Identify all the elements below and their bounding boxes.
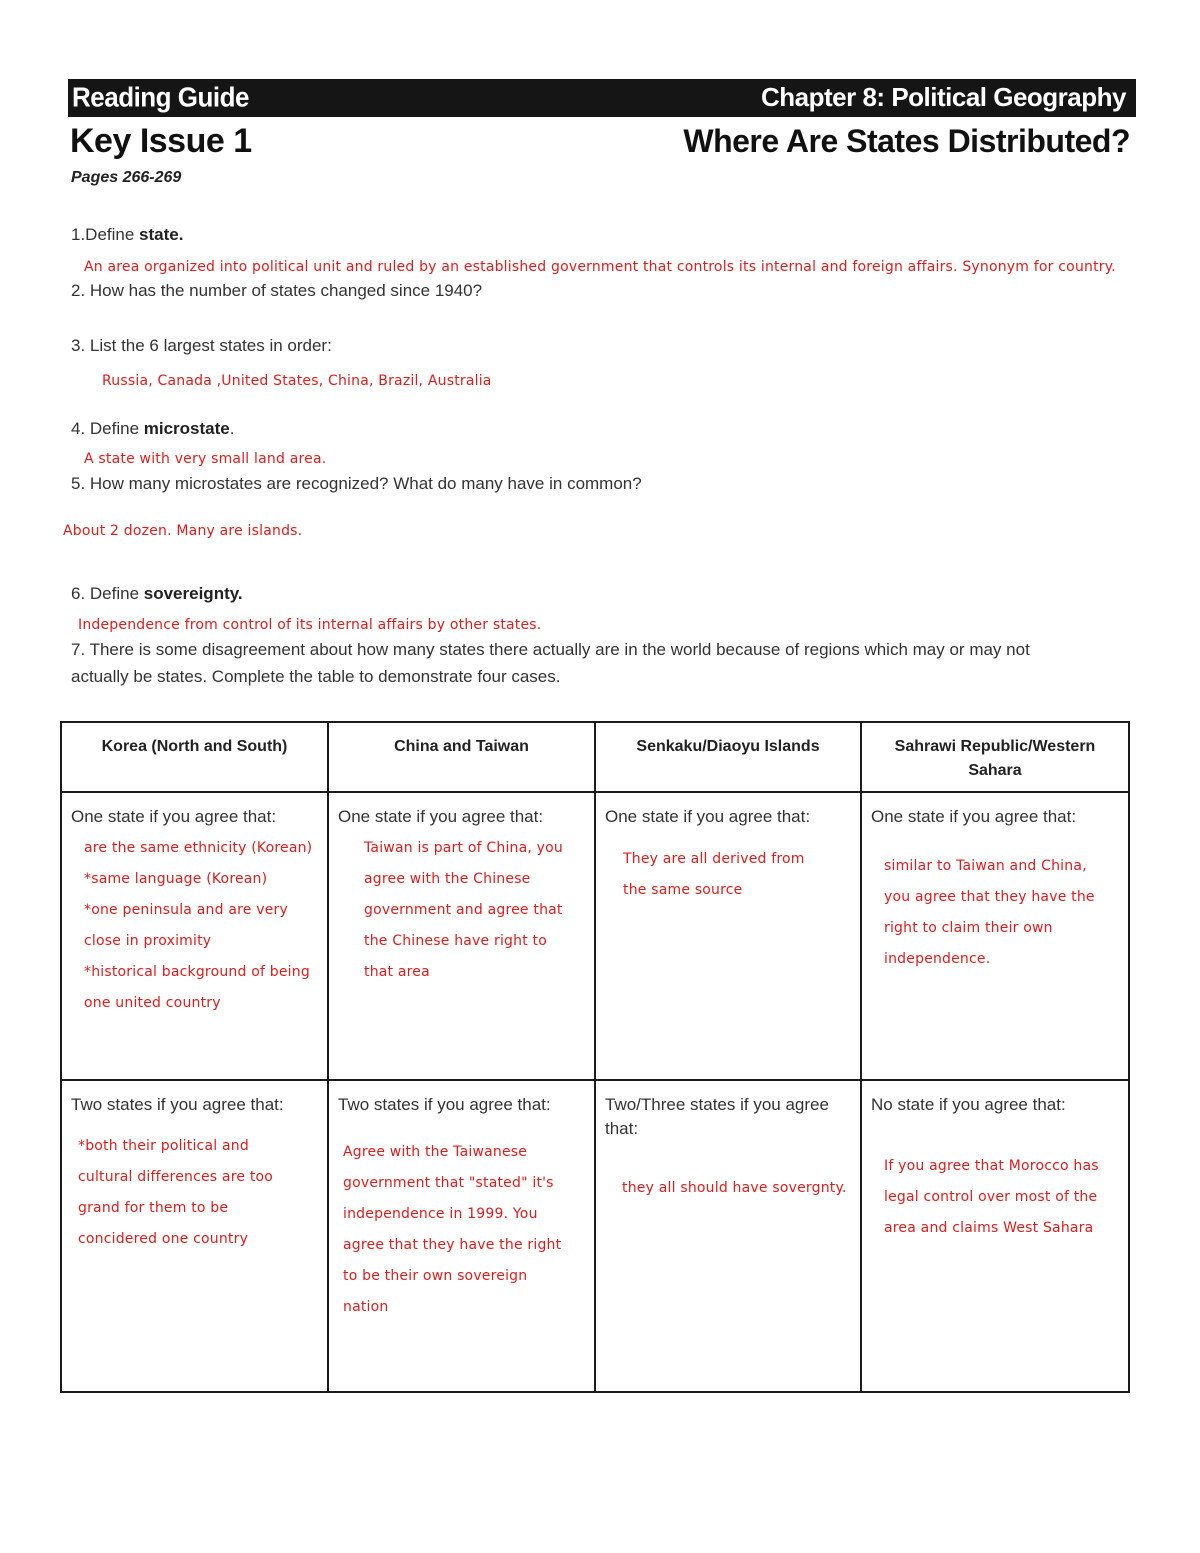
table-header-cell [328, 722, 595, 792]
question-6 [71, 583, 243, 605]
answer-line: that area [364, 964, 430, 980]
cell-answer [884, 1151, 1128, 1244]
question-4-term: microstate [143, 419, 230, 438]
table-row-two-states [61, 1080, 1129, 1392]
cell-label: One state if you agree that: [871, 807, 1077, 826]
answer-line: are the same ethnicity (Korean) [84, 840, 313, 856]
cell-answer [364, 833, 594, 988]
question-1-prefix: 1.Define [71, 225, 140, 244]
cell-answer [884, 851, 1128, 975]
answer-line: government and agree that [364, 902, 563, 918]
answer-line: right to claim their own [884, 920, 1053, 936]
cell-answer [78, 1131, 327, 1255]
answer-line: *one peninsula and are very [84, 902, 288, 918]
header-sahrawi: Sahrawi Republic/Western Sahara [894, 738, 1096, 779]
answer-line: government that "stated" it's [343, 1175, 554, 1191]
answer-3: Russia, Canada ,United States, China, Brazil, Australia [102, 373, 492, 389]
answer-5: About 2 dozen. Many are islands. [63, 523, 303, 539]
answer-line: If you agree that Morocco has [884, 1158, 1099, 1174]
answer-line: similar to Taiwan and China, [884, 858, 1087, 874]
table-header-cell [861, 722, 1129, 792]
answer-line: agree with the Chinese [364, 871, 531, 887]
answer-line: *both their political and [78, 1138, 249, 1154]
cell-label: One state if you agree that: [338, 807, 544, 826]
cell-label: Two states if you agree that: [71, 1095, 284, 1114]
answer-line: cultural differences are too [78, 1169, 274, 1185]
answer-line: concidered one country [78, 1231, 249, 1247]
issue-question-title: Where Are States Distributed? [683, 123, 1130, 159]
cell-answer [623, 844, 860, 906]
cell-label: One state if you agree that: [71, 807, 277, 826]
header-china-taiwan: China and Taiwan [394, 738, 529, 755]
question-2: 2. How has the number of states changed since 1940? [71, 281, 483, 300]
table-cell [61, 1080, 328, 1392]
cell-label: Two/Three states if you agree that: [605, 1095, 829, 1138]
answer-line: they all should have sovergnty. [622, 1180, 847, 1196]
answer-line: the Chinese have right to [364, 933, 548, 949]
cell-answer [622, 1173, 860, 1204]
answer-line: They are all derived from [623, 851, 805, 867]
question-4 [71, 418, 234, 440]
table-row-one-state [61, 792, 1129, 1080]
answer-6: Independence from control of its internal affairs by other states. [78, 617, 542, 633]
question-6-term: sovereignty. [143, 584, 243, 603]
answer-1: An area organized into political unit and ruled by an established government that controls its internal and foreign affairs. Synonym for country. [84, 259, 1116, 275]
answer-line: Agree with the Taiwanese [343, 1144, 528, 1160]
cell-label: One state if you agree that: [605, 807, 811, 826]
question-7-line-2: actually be states. Complete the table to demonstrate four cases. [71, 667, 561, 686]
table-cell [861, 792, 1129, 1080]
states-table [60, 721, 1130, 1393]
answer-line: Taiwan is part of China, you [364, 840, 564, 856]
key-issue-title: Key Issue 1 [70, 122, 252, 160]
table-header-cell [61, 722, 328, 792]
table-cell [595, 1080, 861, 1392]
answer-line: you agree that they have the [884, 889, 1095, 905]
answer-line: agree that they have the right [343, 1237, 562, 1253]
question-7-line-1: 7. There is some disagreement about how many states there actually are in the world because of regions which may or may not [71, 640, 1030, 659]
question-3: 3. List the 6 largest states in order: [71, 336, 332, 355]
table-cell [595, 792, 861, 1080]
table-cell [861, 1080, 1129, 1392]
table-cell [328, 792, 595, 1080]
header-korea: Korea (North and South) [101, 738, 288, 755]
answer-line: independence. [884, 951, 991, 967]
cell-label: No state if you agree that: [871, 1095, 1066, 1114]
cell-answer [343, 1137, 594, 1323]
answer-line: grand for them to be [78, 1200, 229, 1216]
answer-line: close in proximity [84, 933, 212, 949]
table-cell [328, 1080, 595, 1392]
answer-line: nation [343, 1299, 389, 1315]
answer-line: *historical background of being [84, 964, 310, 980]
question-4-suffix: . [229, 419, 235, 438]
answer-line: the same source [623, 882, 743, 898]
chapter-label: Chapter 8: Political Geography [761, 82, 1126, 112]
page-range: Pages 266-269 [71, 169, 182, 186]
cell-answer [84, 833, 327, 1019]
question-4-prefix: 4. Define [71, 419, 144, 438]
question-5: 5. How many microstates are recognized? What do many have in common? [71, 474, 642, 493]
answer-line: legal control over most of the [884, 1189, 1098, 1205]
answer-line: one united country [84, 995, 221, 1011]
cell-label: Two states if you agree that: [338, 1095, 551, 1114]
question-1-term: state. [139, 225, 184, 244]
answer-line: *same language (Korean) [84, 871, 268, 887]
reading-guide-label: Reading Guide [72, 81, 249, 113]
answer-line: area and claims West Sahara [884, 1220, 1094, 1236]
answer-line: independence in 1999. You [343, 1206, 538, 1222]
table-header-cell [595, 722, 861, 792]
question-6-prefix: 6. Define [71, 584, 144, 603]
table-header-row [61, 722, 1129, 792]
question-1 [71, 224, 183, 246]
header-senkaku: Senkaku/Diaoyu Islands [636, 738, 820, 755]
table-cell [61, 792, 328, 1080]
answer-4: A state with very small land area. [84, 451, 327, 467]
answer-line: to be their own sovereign [343, 1268, 528, 1284]
